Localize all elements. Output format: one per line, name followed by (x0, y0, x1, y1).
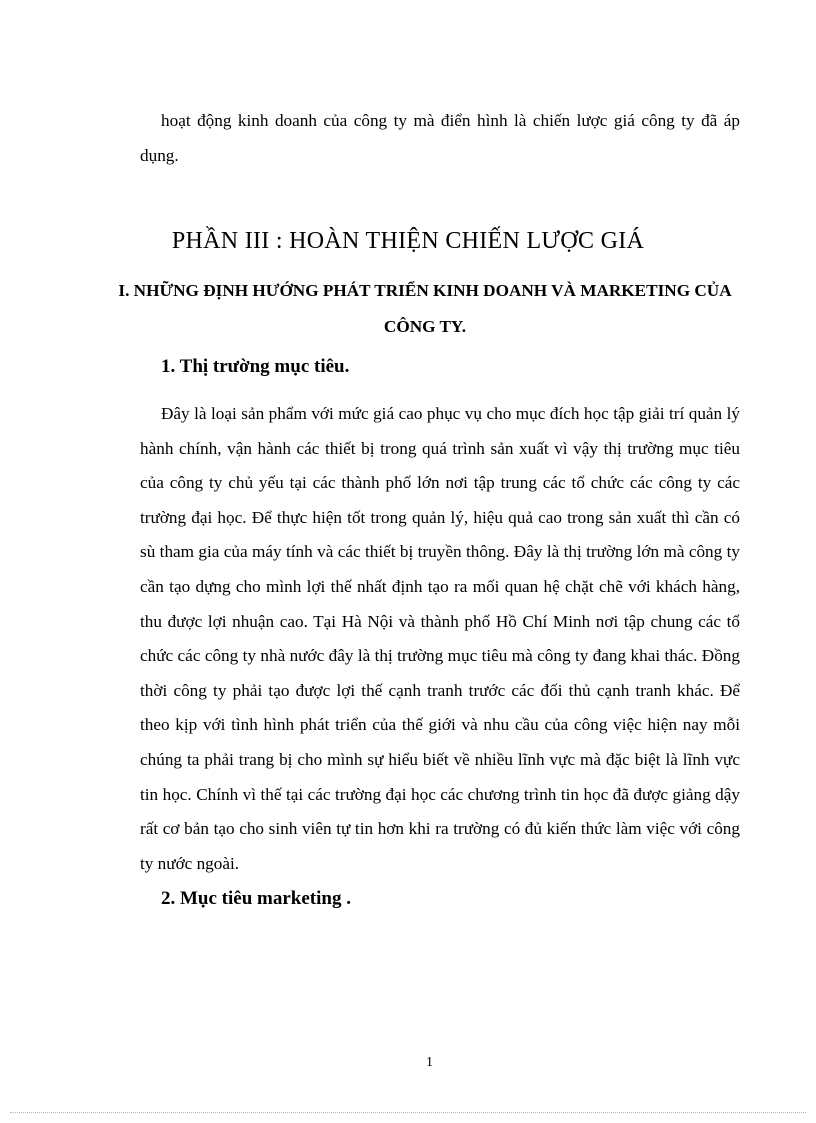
page-number: 1 (426, 1055, 433, 1070)
subsection-1-body: Đây là loại sản phẩm với mức giá cao phục vụ cho mục đích học tập giải trí quản lý hành chính, vận hành các thiết bị trong quá trình sản xuất vì vậy thị trường mục tiêu của công ty chủ yếu tại các thành phố lớn nơi tập trung các tổ chức các công ty các trường đại học. Để thực hiện tốt trong quản lý, hiệu quả cao trong sản xuất thì cần có sù tham gia của máy tính và các thiết bị truyền thông. Đây là thị trường lớn mà công ty cần tạo dựng cho mình lợi thế nhất định tạo ra mối quan hệ chặt chẽ với khách hàng, thu được lợi nhuận cao. Tại Hà Nội và thành phố Hồ Chí Minh nơi tập chung các tổ chức các công ty nhà nước đây là thị trường mục tiêu mà công ty đang khai thác. Đồng thời công ty phải tạo được lợi thế cạnh tranh trước các đối thủ cạnh tranh khác. Để theo kịp với tình hình phát triển của thế giới và nhu cầu của công việc hiện nay mỗi chúng ta phải trang bị cho mình sự hiểu biết về nhiều lĩnh vực mà đặc biệt là lĩnh vực tin học. Chính vì thế tại các trường đại học các chương trình tin học đã được giảng dậy rất cơ bản tạo cho sinh viên tự tin hơn khi ra trường có đủ kiến thức làm việc với công ty nước ngoài. (140, 404, 740, 873)
part-title: PHẦN III : HOÀN THIỆN CHIẾN LƯỢC GIÁ (171, 228, 645, 254)
page-bottom-divider (10, 1112, 806, 1113)
subsection-1-title: 1. Thị trường mục tiêu. (161, 356, 350, 377)
section-title: I. NHỮNG ĐỊNH HƯỚNG PHÁT TRIỂN KINH DOANH VÀ MARKETING CỦA CÔNG TY. (118, 281, 732, 336)
intro-paragraph: hoạt động kinh doanh của công ty mà điển hình là chiến lược giá công ty đã áp dụng. (140, 111, 740, 165)
subsection-2-title: 2. Mục tiêu marketing . (161, 888, 351, 909)
